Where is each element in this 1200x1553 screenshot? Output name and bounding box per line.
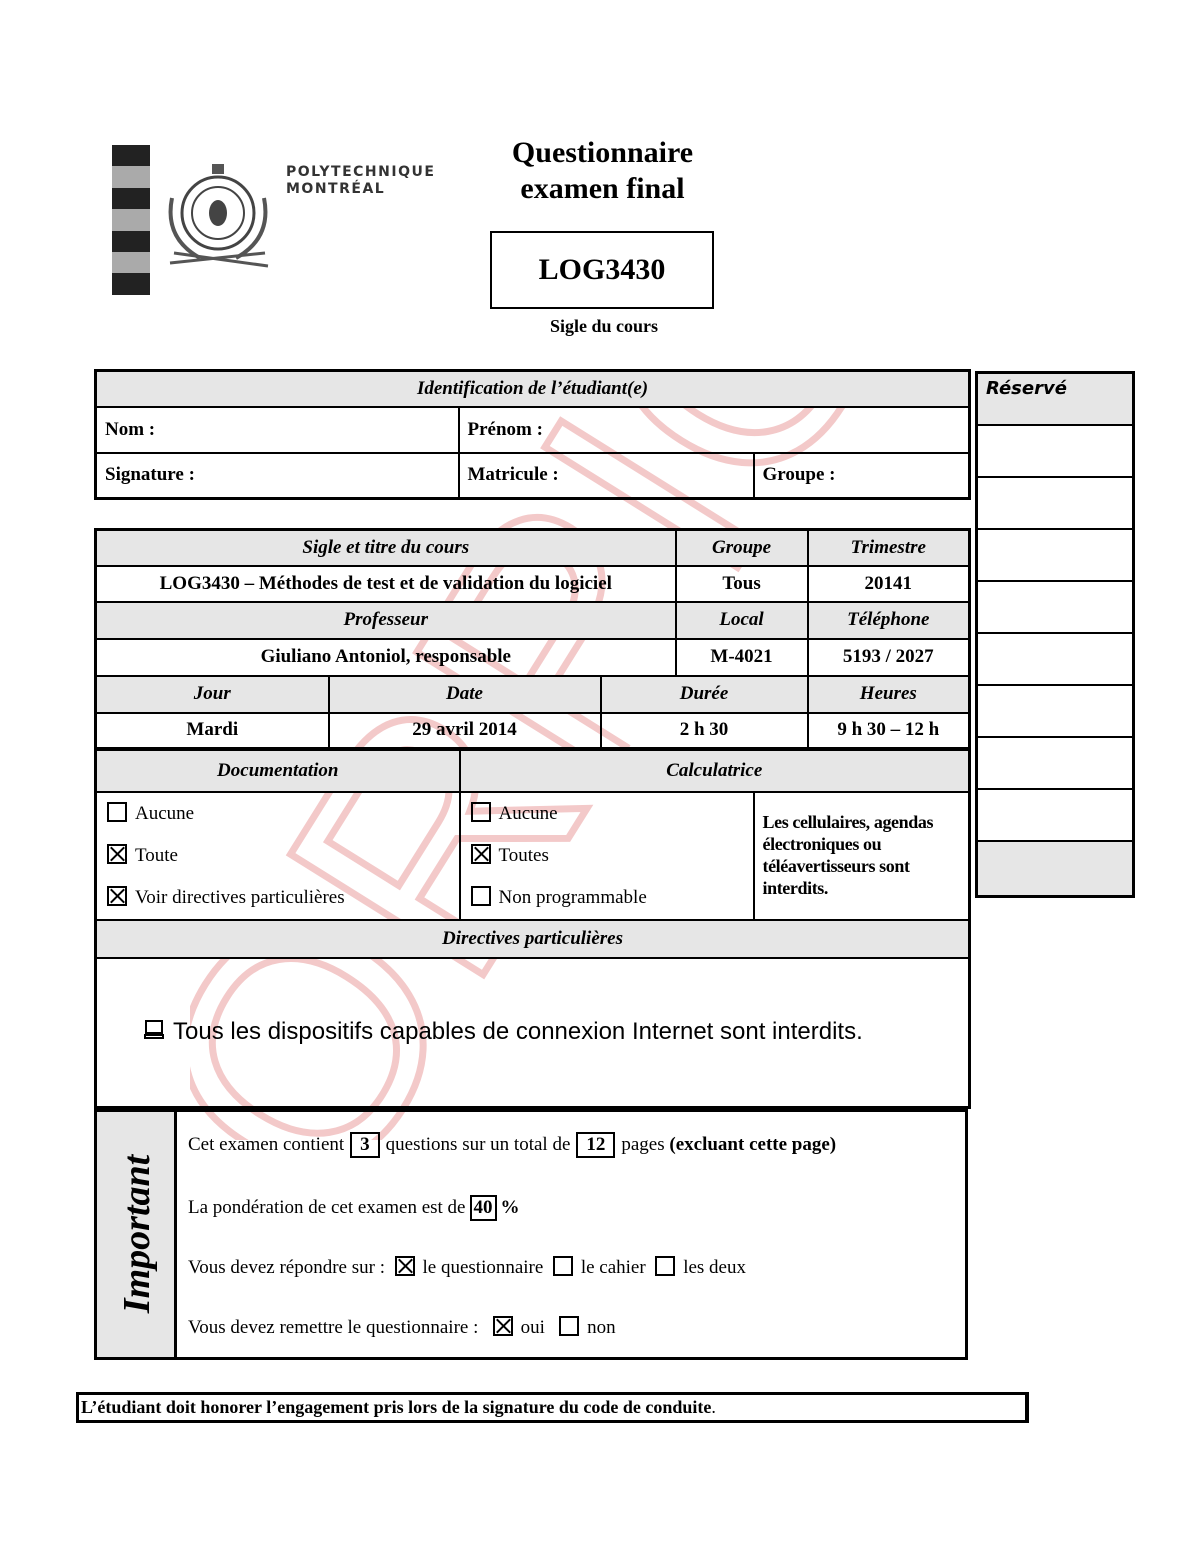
text: questions sur un total de (385, 1134, 571, 1155)
nom-label: Nom : (105, 418, 156, 440)
checkbox-checked[interactable] (107, 844, 127, 864)
reserved-cell (978, 530, 1132, 582)
brand-name (286, 164, 435, 198)
text: La pondération de cet examen est de (188, 1197, 466, 1218)
conduct-text: L’étudiant doit honorer l’engagement pris lors de la signature du code de conduite (81, 1397, 712, 1417)
important-line-remettre (188, 1316, 616, 1339)
identification-title: Identification de l’étudiant(e) (96, 371, 970, 407)
prenom-field[interactable] (459, 407, 970, 453)
groupe-label: Groupe : (762, 464, 836, 486)
materials-table (94, 748, 971, 1109)
course-code-caption: Sigle du cours (549, 316, 659, 336)
calculatrice-header: Calculatrice (460, 750, 970, 792)
reserved-cell (978, 686, 1132, 738)
text: Cet examen contient (188, 1134, 345, 1155)
brand-line2: MONTRÉAL (286, 181, 386, 197)
duree-header: Durée (601, 676, 808, 713)
reserved-cell (978, 738, 1132, 790)
course-info-table (94, 528, 971, 750)
checkbox-checked[interactable] (493, 1316, 513, 1336)
doc-option-aucune[interactable] (105, 793, 451, 835)
signature-field[interactable] (96, 453, 459, 499)
calc-option-non-programmable[interactable] (469, 877, 745, 919)
brand-line1: POLYTECHNIQUE (286, 164, 436, 180)
title-line2: examen final (520, 172, 685, 205)
signature-label: Signature : (105, 464, 195, 486)
reserved-title: Réservé (978, 374, 1132, 426)
course-title: LOG3430 – Méthodes de test et de validation du logiciel (96, 566, 676, 602)
percent-sign: % (500, 1197, 520, 1218)
jour-header: Jour (96, 676, 329, 713)
option-label: Aucune (498, 802, 558, 824)
checkbox[interactable] (553, 1256, 573, 1276)
telephone-value: 5193 / 2027 (808, 639, 970, 676)
ponderation-value: 40 (470, 1195, 497, 1221)
professeur-header: Professeur (96, 602, 676, 639)
matricule-field[interactable] (459, 453, 754, 499)
important-line-questions (188, 1132, 836, 1158)
checkbox-checked[interactable] (107, 886, 127, 906)
local-value: M-4021 (676, 639, 808, 676)
groupe-header: Groupe (676, 530, 808, 566)
important-line-repondre (188, 1256, 746, 1279)
option-label: Toute (135, 844, 178, 866)
option-label: le cahier (580, 1257, 646, 1278)
groupe-field[interactable] (754, 453, 970, 499)
text: Vous devez remettre le questionnaire : (188, 1317, 479, 1338)
checkbox[interactable] (471, 886, 491, 906)
professeur-value: Giuliano Antoniol, responsable (96, 639, 676, 676)
nom-field[interactable] (96, 407, 459, 453)
telephone-header: Téléphone (808, 602, 970, 639)
directives-text: Tous les dispositifs capables de connexion Internet sont interdits. (173, 1018, 863, 1046)
prenom-label: Prénom : (467, 418, 543, 440)
trimestre-value: 20141 (808, 566, 970, 602)
reserved-cell (978, 634, 1132, 686)
reserved-cell (978, 582, 1132, 634)
identification-table (94, 369, 971, 500)
reserved-cell (978, 842, 1132, 895)
reserved-cell (978, 478, 1132, 530)
checkbox-checked[interactable] (471, 844, 491, 864)
important-sidebar (97, 1112, 177, 1357)
checkbox[interactable] (655, 1256, 675, 1276)
option-label: oui (520, 1317, 545, 1338)
doc-option-directives[interactable] (105, 877, 451, 919)
checkbox[interactable] (107, 802, 127, 822)
trimestre-header: Trimestre (808, 530, 970, 566)
reserved-column (975, 371, 1135, 898)
reserved-cell (978, 790, 1132, 842)
directives-content (96, 958, 970, 1108)
important-label: Important (116, 1154, 158, 1314)
text-bold: (excluant cette page) (669, 1134, 837, 1155)
local-header: Local (676, 602, 808, 639)
checkbox-checked[interactable] (395, 1256, 415, 1276)
heures-value: 9 h 30 – 12 h (808, 713, 970, 749)
conduct-notice (76, 1392, 1029, 1423)
directives-header: Directives particulières (96, 920, 970, 958)
course-code-box: LOG3430 (490, 231, 714, 309)
calculatrice-note: Les cellulaires, agendas électroniques ou téléavertisseurs sont interdits. (754, 792, 970, 920)
checkbox[interactable] (471, 802, 491, 822)
pages-count: 12 (576, 1132, 615, 1158)
title-line1: Questionnaire (511, 136, 694, 169)
duree-value: 2 h 30 (601, 713, 808, 749)
text: Vous devez répondre sur : (188, 1257, 385, 1278)
matricule-label: Matricule : (467, 464, 559, 486)
reserved-cell (978, 426, 1132, 478)
groupe-value: Tous (676, 566, 808, 602)
important-line-ponderation (188, 1195, 520, 1221)
option-label: Non programmable (498, 886, 647, 908)
option-label: Toutes (498, 844, 549, 866)
calculatrice-options (460, 792, 754, 920)
option-label: Voir directives particulières (135, 886, 345, 908)
calc-option-aucune[interactable] (469, 793, 745, 835)
questions-count: 3 (350, 1132, 380, 1158)
option-label: Aucune (135, 802, 195, 824)
logo-stripes (112, 145, 150, 295)
heures-header: Heures (808, 676, 970, 713)
option-label: le questionnaire (422, 1257, 544, 1278)
conduct-period: . (711, 1397, 716, 1417)
calc-option-toutes[interactable] (469, 835, 745, 877)
checkbox[interactable] (559, 1316, 579, 1336)
computer-icon (143, 1019, 165, 1041)
jour-value: Mardi (96, 713, 329, 749)
date-header: Date (329, 676, 601, 713)
option-label: non (587, 1317, 616, 1338)
polytechnique-seal-logo (160, 158, 280, 280)
page-title (490, 135, 715, 207)
documentation-options (96, 792, 460, 920)
documentation-header: Documentation (96, 750, 460, 792)
option-label: les deux (683, 1257, 746, 1278)
date-value: 29 avril 2014 (329, 713, 601, 749)
text: pages (621, 1134, 665, 1155)
sigle-header: Sigle et titre du cours (96, 530, 676, 566)
doc-option-toute[interactable] (105, 835, 451, 877)
